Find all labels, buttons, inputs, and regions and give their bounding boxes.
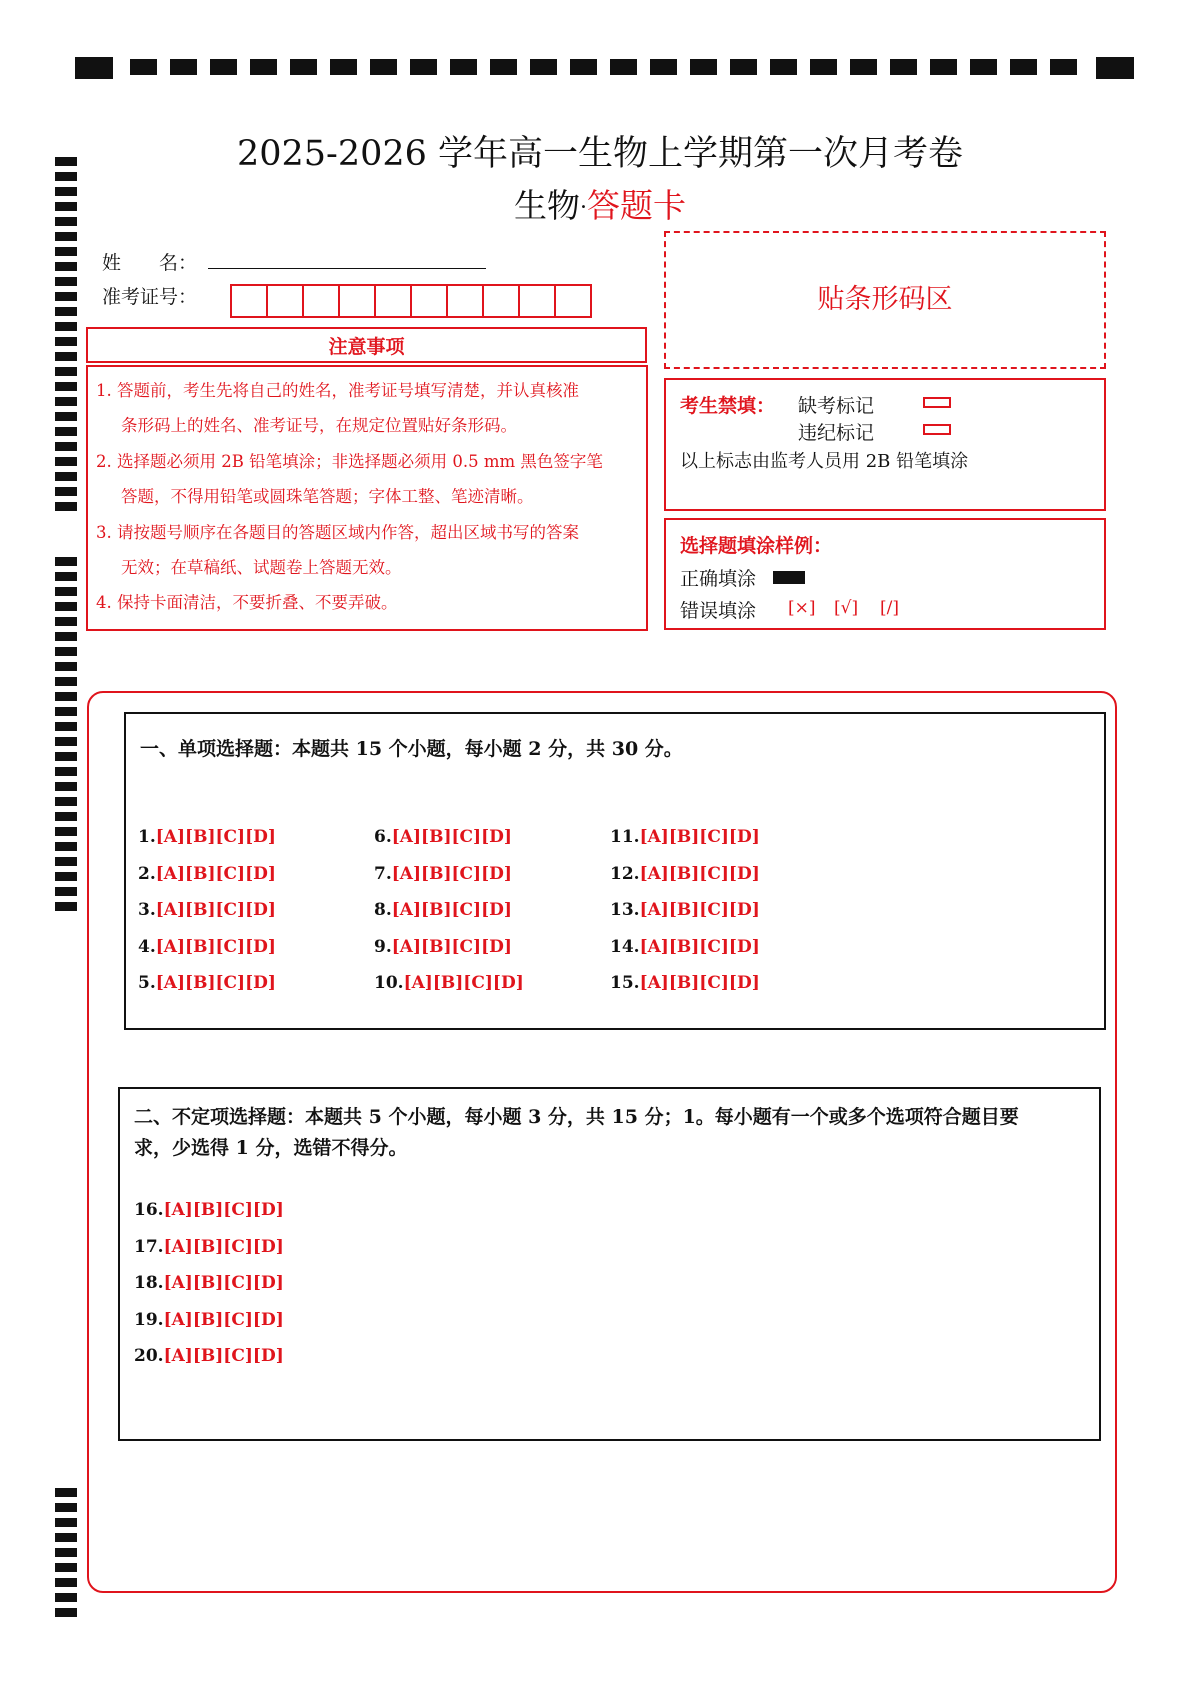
timing-mark [55, 722, 77, 731]
question-number: 4. [138, 936, 156, 957]
timing-mark [55, 752, 77, 761]
timing-mark [55, 827, 77, 836]
question-number: 16. [134, 1200, 164, 1220]
exam-marks-box [664, 378, 1106, 511]
id-digit-box[interactable] [302, 284, 340, 318]
timing-mark [55, 457, 77, 466]
timing-mark [55, 647, 77, 656]
timing-mark [55, 427, 77, 436]
timing-mark [55, 572, 77, 581]
timing-mark [55, 617, 77, 626]
answer-options[interactable]: [A][B][C][D] [163, 1309, 284, 1330]
timing-mark [570, 59, 597, 75]
answer-options[interactable]: [A][B][C][D] [391, 900, 512, 920]
answer-options[interactable]: [A][B][C][D] [639, 973, 760, 993]
notice-line: 答题，不得用铅笔或圆珠笔答题；字体工整、笔迹清晰。 [121, 487, 534, 506]
question-item[interactable] [610, 827, 760, 847]
question-item[interactable] [134, 1200, 284, 1220]
answer-options[interactable]: [A][B][C][D] [639, 863, 760, 884]
timing-mark [55, 1503, 77, 1512]
timing-mark [55, 842, 77, 851]
timing-mark [55, 887, 77, 896]
question-number: 8. [374, 900, 392, 920]
timing-mark [55, 737, 77, 746]
timing-mark [55, 262, 77, 271]
answer-options[interactable]: [A][B][C][D] [639, 827, 760, 847]
question-item[interactable] [374, 937, 512, 957]
timing-mark [55, 1578, 77, 1587]
page-subtitle [0, 180, 1200, 227]
timing-mark [55, 502, 77, 511]
notice-line: 1. 答题前，考生先将自己的姓名，准考证号填写清楚，并认真核准 [96, 381, 579, 400]
section-single-choice [124, 712, 1106, 1030]
question-number: 9. [374, 936, 392, 957]
timing-mark [170, 59, 197, 75]
id-digit-box[interactable] [482, 284, 520, 318]
timing-mark [930, 59, 957, 75]
notice-box [86, 365, 648, 631]
timing-mark [55, 812, 77, 821]
timing-mark [1050, 59, 1077, 75]
question-number: 10. [374, 973, 404, 993]
question-item[interactable] [134, 1310, 284, 1330]
timing-mark [850, 59, 877, 75]
timing-mark [1010, 59, 1037, 75]
timing-mark [490, 59, 517, 75]
notice-line: 无效；在草稿纸、试题卷上答题无效。 [121, 558, 402, 577]
timing-mark [290, 59, 317, 75]
question-item[interactable] [134, 1273, 284, 1293]
question-item[interactable] [134, 1346, 284, 1366]
timing-mark [250, 59, 277, 75]
question-item[interactable] [134, 1237, 284, 1257]
question-number: 7. [374, 863, 392, 884]
subject-label: 生物 [514, 186, 580, 225]
wrong-fill-example: [×] [788, 598, 816, 618]
notice-line: 4. 保持卡面清洁，不要折叠、不要弄破。 [96, 593, 398, 612]
timing-mark [55, 857, 77, 866]
timing-mark [450, 59, 477, 75]
question-item[interactable] [374, 864, 512, 884]
timing-mark [730, 59, 757, 75]
id-digit-box[interactable] [266, 284, 304, 318]
timing-mark [55, 307, 77, 316]
timing-mark [55, 1563, 77, 1572]
notice-title: 注意事项 [86, 327, 647, 363]
question-item[interactable] [374, 900, 512, 920]
timing-mark [55, 707, 77, 716]
timing-mark [55, 797, 77, 806]
question-item[interactable] [610, 864, 760, 884]
answer-options[interactable]: [A][B][C][D] [163, 1273, 284, 1293]
notice-line: 条形码上的姓名、准考证号，在规定位置贴好条形码。 [121, 416, 517, 435]
question-number: 1. [138, 827, 156, 847]
timing-mark [55, 472, 77, 481]
answer-options[interactable]: [A][B][C][D] [391, 936, 512, 957]
timing-mark [55, 247, 77, 256]
timing-mark [55, 487, 77, 496]
question-item[interactable] [610, 900, 760, 920]
timing-mark [55, 1533, 77, 1542]
timing-mark [330, 59, 357, 75]
answer-options[interactable]: [A][B][C][D] [155, 936, 276, 957]
answer-options[interactable]: [A][B][C][D] [391, 827, 512, 847]
timing-mark [410, 59, 437, 75]
question-number: 17. [134, 1236, 164, 1257]
question-number: 6. [374, 827, 392, 847]
timing-mark [55, 902, 77, 911]
question-number: 2. [138, 863, 156, 884]
answer-options[interactable]: [A][B][C][D] [163, 1236, 284, 1257]
timing-mark [650, 59, 677, 75]
timing-mark [55, 277, 77, 286]
title-separator: · [580, 195, 587, 221]
answer-options[interactable]: [A][B][C][D] [639, 936, 760, 957]
timing-mark [55, 662, 77, 671]
question-item[interactable] [138, 827, 276, 847]
timing-mark [55, 602, 77, 611]
timing-mark [55, 1518, 77, 1527]
name-field[interactable] [208, 268, 486, 269]
timing-mark [55, 322, 77, 331]
timing-mark [55, 367, 77, 376]
barcode-area: 贴条形码区 [664, 231, 1106, 369]
question-item[interactable] [374, 973, 524, 993]
answer-options[interactable]: [A][B][C][D] [163, 1200, 284, 1220]
timing-mark [75, 57, 113, 79]
timing-mark [530, 59, 557, 75]
wrong-fill-example: [√] [834, 598, 859, 618]
id-digit-box[interactable] [374, 284, 412, 318]
question-number: 14. [610, 936, 640, 957]
answer-options[interactable]: [A][B][C][D] [155, 900, 276, 920]
question-item[interactable] [374, 827, 512, 847]
timing-mark [55, 782, 77, 791]
timing-mark [55, 292, 77, 301]
question-number: 15. [610, 973, 640, 993]
timing-mark [1096, 57, 1134, 79]
id-digit-box[interactable] [446, 284, 484, 318]
answer-options[interactable]: [A][B][C][D] [155, 827, 276, 847]
timing-mark [55, 337, 77, 346]
answer-options[interactable]: [A][B][C][D] [155, 863, 276, 884]
timing-mark [55, 1593, 77, 1602]
id-digit-box[interactable] [554, 284, 592, 318]
answer-options[interactable]: [A][B][C][D] [163, 1346, 284, 1366]
question-item[interactable] [138, 864, 276, 884]
wrong-fill-example: [/] [880, 598, 899, 618]
id-digit-box[interactable] [338, 284, 376, 318]
timing-mark [55, 1608, 77, 1617]
violation-label: 违纪标记 [798, 422, 875, 444]
answer-options[interactable]: [A][B][C][D] [391, 863, 512, 884]
answer-options[interactable]: [A][B][C][D] [403, 973, 524, 993]
timing-mark [55, 557, 77, 566]
question-number: 3. [138, 900, 156, 920]
timing-mark [770, 59, 797, 75]
absent-label: 缺考标记 [798, 395, 875, 417]
timing-mark [210, 59, 237, 75]
violation-mark-box[interactable] [923, 424, 951, 435]
id-digit-box[interactable] [518, 284, 556, 318]
timing-mark [55, 1488, 77, 1497]
question-item[interactable] [138, 937, 276, 957]
timing-mark [970, 59, 997, 75]
question-number: 11. [610, 827, 640, 847]
section1-title: 一、单项选择题：本题共 15 个小题，每小题 2 分，共 30 分。 [140, 738, 683, 760]
section2-title-line2: 求，少选得 1 分，选错不得分。 [134, 1137, 408, 1159]
question-number: 13. [610, 900, 640, 920]
timing-mark [130, 59, 157, 75]
timing-mark [890, 59, 917, 75]
timing-mark [55, 1548, 77, 1557]
timing-mark [55, 872, 77, 881]
correct-fill-label: 正确填涂 [680, 568, 757, 590]
notice-line: 2. 选择题必须用 2B 铅笔填涂；非选择题必须用 0.5 mm 黑色签字笔 [96, 452, 603, 471]
exam-marks-title: 考生禁填： [680, 395, 776, 417]
fill-sample-box [664, 518, 1106, 630]
timing-mark [690, 59, 717, 75]
question-number: 19. [134, 1309, 164, 1330]
question-number: 20. [134, 1346, 164, 1366]
answer-options[interactable]: [A][B][C][D] [155, 973, 276, 993]
timing-mark [55, 692, 77, 701]
timing-mark [55, 232, 77, 241]
fill-sample-title: 选择题填涂样例： [680, 535, 833, 557]
question-number: 12. [610, 863, 640, 884]
id-number-boxes[interactable] [230, 284, 590, 318]
answer-options[interactable]: [A][B][C][D] [639, 900, 760, 920]
absent-mark-box[interactable] [923, 397, 951, 408]
page-title: 2025-2026 学年高一生物上学期第一次月考卷 [236, 134, 964, 174]
name-label: 姓 名： [102, 252, 198, 274]
timing-mark [55, 442, 77, 451]
correct-fill-example [773, 571, 805, 584]
question-number: 5. [138, 973, 156, 993]
question-item[interactable] [610, 973, 760, 993]
timing-mark [55, 677, 77, 686]
timing-mark [55, 397, 77, 406]
section2-title-line1: 二、不定项选择题：本题共 5 个小题，每小题 3 分，共 15 分；1。每小题有一个或多个选项符合题目要 [134, 1106, 1019, 1128]
question-number: 18. [134, 1273, 164, 1293]
timing-mark [55, 767, 77, 776]
question-item[interactable] [138, 973, 276, 993]
timing-mark [370, 59, 397, 75]
wrong-fill-label: 错误填涂 [680, 600, 757, 622]
timing-mark [55, 352, 77, 361]
id-digit-box[interactable] [410, 284, 448, 318]
id-label: 准考证号： [102, 286, 198, 308]
card-type-label: 答题卡 [587, 186, 686, 225]
question-item[interactable] [138, 900, 276, 920]
notice-line: 3. 请按题号顺序在各题目的答题区域内作答，超出区域书写的答案 [96, 523, 579, 542]
timing-mark [55, 587, 77, 596]
timing-mark [55, 632, 77, 641]
timing-mark [55, 382, 77, 391]
section-multi-choice [118, 1087, 1101, 1441]
exam-marks-note: 以上标志由监考人员用 2B 铅笔填涂 [680, 451, 969, 472]
timing-mark [810, 59, 837, 75]
id-digit-box[interactable] [230, 284, 268, 318]
timing-mark [610, 59, 637, 75]
timing-mark [55, 412, 77, 421]
question-item[interactable] [610, 937, 760, 957]
